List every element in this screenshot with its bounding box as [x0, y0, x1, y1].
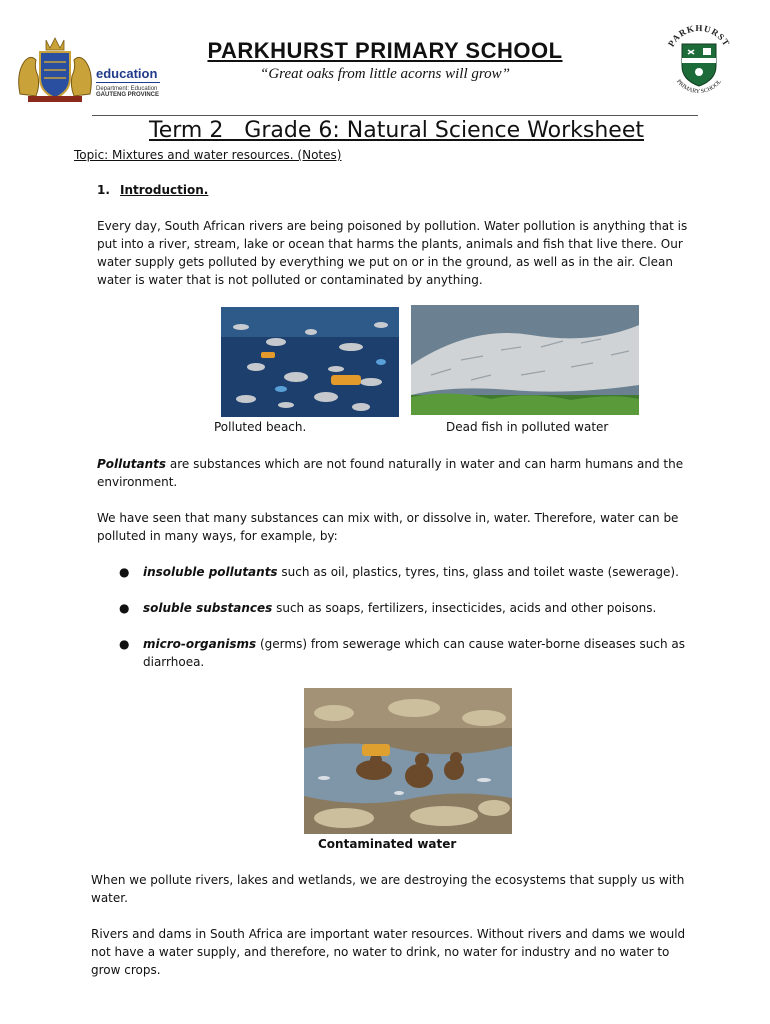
- svg-text:PRIMARY SCHOOL: PRIMARY SCHOOL: [675, 78, 723, 96]
- list-item: [119, 635, 703, 671]
- pollutants-paragraph: [97, 455, 697, 491]
- ecosystem-paragraph-block: [91, 871, 691, 907]
- school-motto: “Great oaks from little acorns will grow”: [259, 66, 511, 82]
- ways-paragraph: We have seen that many substances can mix with, or dissolve in, water. Therefore, water can be polluted in many ways, for example, by:: [97, 511, 679, 543]
- dept-line: Department: Education: [96, 86, 158, 92]
- worksheet-title: Term 2 Grade 6: Natural Science Worksheet: [149, 118, 644, 143]
- bullet-icon: ●: [119, 601, 130, 615]
- pollutants-paragraph-block: [97, 455, 697, 491]
- bullet-text: (germs) from sewerage which can cause water-borne diseases such as diarrhoea.: [143, 637, 686, 669]
- contaminated-water-photo: [304, 688, 512, 834]
- section-number: 1.: [97, 183, 110, 197]
- school-name: PARKHURST PRIMARY SCHOOL: [207, 38, 563, 63]
- fish-caption: Dead fish in polluted water: [446, 420, 609, 434]
- bullet-text: such as oil, plastics, tyres, tins, glass and toilet waste (sewerage).: [277, 565, 679, 579]
- bullet-term: micro-organisms: [143, 637, 257, 651]
- topic-line: Topic: Mixtures and water resources. (Notes): [74, 148, 342, 162]
- rivers-paragraph-block: [91, 925, 697, 979]
- contaminated-caption: Contaminated water: [318, 837, 457, 851]
- bullet-term: soluble substances: [143, 601, 273, 615]
- list-item: [119, 599, 703, 617]
- list-item: [119, 563, 703, 581]
- pollutants-definition: are substances which are not found naturally in water and can harm humans and the environment.: [97, 457, 684, 489]
- education-wordmark: education: [96, 66, 158, 81]
- intro-paragraph: Every day, South African rivers are being poisoned by pollution. Water pollution is anything that is put into a river, stream, lake or ocean that harms the plants, animals and fish that live there. Our water supply gets polluted by everything we put on or in the ground, as well as in the air. Clean water is water that is not polluted or contaminated by anything.: [97, 219, 688, 287]
- pollutants-term: Pollutants: [97, 457, 167, 471]
- bullet-icon: ●: [119, 637, 130, 651]
- bullet-text: such as soaps, fertilizers, insecticides, acids and other poisons.: [272, 601, 657, 615]
- bullet-term: insoluble pollutants: [143, 565, 278, 579]
- ecosystem-paragraph: When we pollute rivers, lakes and wetlands, we are destroying the ecosystems that supply us with water.: [91, 873, 685, 905]
- polluted-beach-photo: [221, 307, 399, 417]
- svg-text:PARKHURST: PARKHURST: [665, 22, 733, 49]
- intro-paragraph-block: [97, 217, 697, 289]
- ways-paragraph-block: [97, 509, 697, 545]
- rivers-paragraph: Rivers and dams in South Africa are important water resources. Without rivers and dams we would not have a water supply, and therefore, no water to drink, no water for industry and no water to grow crops.: [91, 927, 686, 977]
- beach-caption: Polluted beach.: [214, 420, 307, 434]
- province-line: GAUTENG PROVINCE: [96, 92, 160, 98]
- section-title: Introduction.: [120, 183, 209, 197]
- school-crest-logo: [660, 22, 738, 100]
- header-rule: [92, 115, 698, 116]
- pollutant-types-list: [119, 563, 703, 689]
- dead-fish-photo: [411, 305, 639, 415]
- bullet-icon: ●: [119, 565, 130, 579]
- section-heading: [97, 183, 208, 197]
